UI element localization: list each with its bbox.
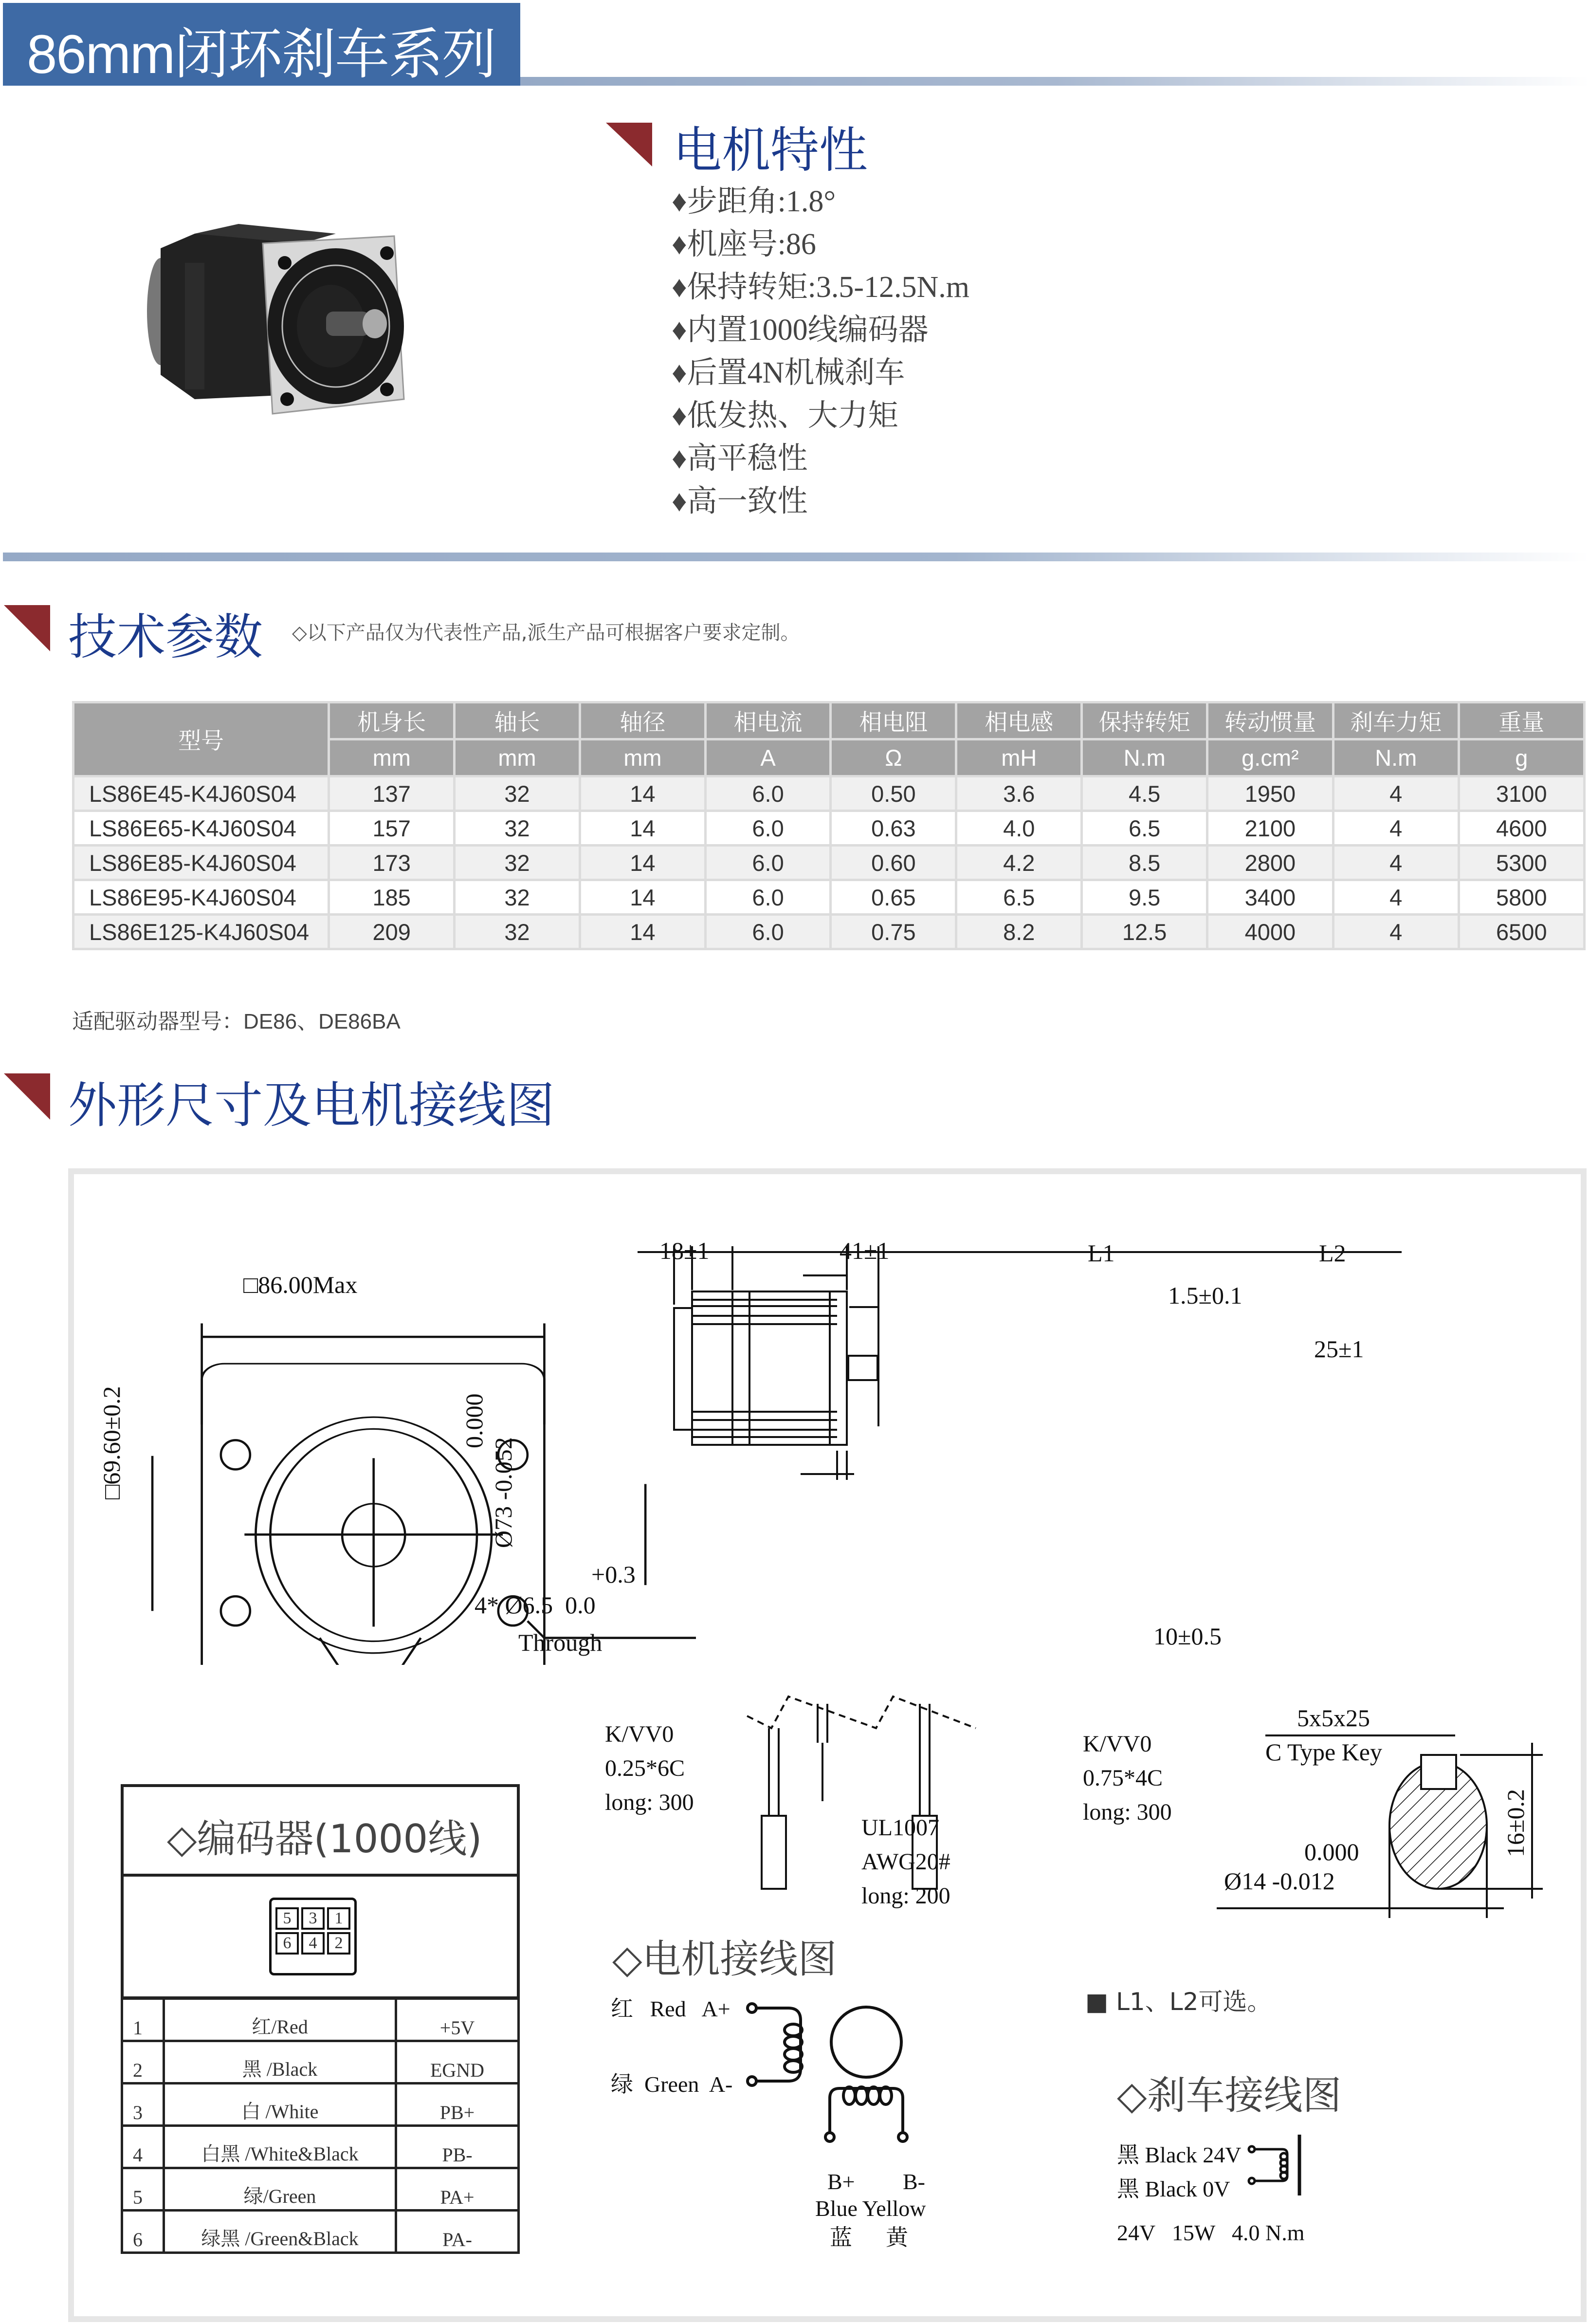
motor-wiring-title: ◇电机接线图 (612, 1937, 837, 1982)
dim-l1: L1 (1088, 1239, 1115, 1267)
wire-b-plus: B+ (827, 2169, 855, 2194)
col-unit: g (1459, 739, 1584, 776)
motor-coil-diagram (745, 1972, 949, 2147)
dim-pilot: Ø73 -0.052 (490, 1437, 517, 1548)
key-size: 5x5x25 (1297, 1704, 1370, 1732)
dim-brake-len: 41±1 (840, 1237, 890, 1264)
dim-l2: L2 (1319, 1239, 1346, 1267)
header-gradient-bar (520, 77, 1589, 86)
table-row: 6 绿黑 /Green&Black PA- (122, 2211, 519, 2253)
section-marker-icon (606, 123, 652, 166)
col-header: 保持转矩 (1082, 702, 1207, 739)
shaft-dia: Ø14 -0.012 (1224, 1867, 1335, 1895)
cable-label-brake: UL1007 AWG20# long: 200 (861, 1815, 950, 1909)
feature-item: ♦高平稳性 (672, 442, 808, 475)
wire-a-minus: 绿 Green A- (611, 2072, 733, 2097)
col-header: 机身长 (329, 702, 455, 739)
key-height: 16±0.2 (1502, 1789, 1529, 1857)
feature-item: ♦低发热、大力矩 (672, 399, 898, 432)
wire-a-plus: 红 Red A+ (611, 1996, 731, 2021)
section-marker-icon (4, 1073, 50, 1120)
wire-b-minus: B- (903, 2169, 925, 2194)
col-header: 相电阻 (831, 702, 956, 739)
shaft-dia-tol: 0.000 (1304, 1838, 1359, 1865)
dim-shaft-key: 25±1 (1314, 1335, 1364, 1363)
col-header: 轴径 (580, 702, 705, 739)
dim-hole-tol: +0.3 (591, 1561, 636, 1588)
encoder-title: ◇编码器(1000线) (167, 1816, 482, 1862)
col-header: 轴长 (455, 702, 580, 739)
col-header-model: 型号 (73, 702, 329, 776)
specs-title: 技术参数 (68, 609, 263, 665)
cable-label-motor: K/VV0 0.75*4C long: 300 (1083, 1731, 1172, 1825)
encoder-panel (121, 1778, 520, 2250)
col-unit: mm (329, 739, 455, 776)
col-unit: Ω (831, 739, 956, 776)
feature-item: ♦机座号:86 (672, 228, 816, 261)
table-row: LS86E65-K4J60S04 157 32 14 6.0 0.63 4.0 6.5 2100 4 4600 (73, 811, 1585, 846)
col-unit: g.cm² (1207, 739, 1333, 776)
features-title: 电机特性 (673, 122, 868, 179)
dim-flange: 1.5±0.1 (1168, 1282, 1242, 1309)
col-unit: A (705, 739, 831, 776)
wire-b-colors: Blue Yellow (815, 2196, 926, 2221)
col-header: 刹车力矩 (1333, 702, 1459, 739)
col-unit: mH (956, 739, 1082, 776)
drawing-title: 外形尺寸及电机接线图 (68, 1077, 555, 1134)
table-row: LS86E85-K4J60S04 173 32 14 6.0 0.60 4.2 8.5 2800 4 5300 (73, 846, 1585, 880)
dim-hole-pitch: □69.60±0.2 (98, 1386, 125, 1499)
col-header: 重量 (1459, 702, 1584, 739)
col-unit: N.m (1333, 739, 1459, 776)
front-view-drawing (112, 1256, 696, 1665)
driver-note: 适配驱动器型号：DE86、DE86BA (72, 1010, 401, 1033)
col-unit: N.m (1082, 739, 1207, 776)
features-list (672, 180, 969, 523)
feature-item: ♦步距角:1.8° (672, 185, 836, 218)
brake-line-0v: 黑 Black 0V (1117, 2176, 1230, 2201)
section-marker-icon (4, 605, 50, 651)
cable-label-encoder: K/VV0 0.25*6C long: 300 (605, 1721, 694, 1815)
table-row: 4 白黑 /White&Black PB- (122, 2126, 519, 2168)
motor-photo (141, 214, 419, 448)
dim-through: Through (518, 1629, 603, 1656)
table-row: 2 黑 /Black EGND (122, 2041, 519, 2084)
dim-width: □86.00Max (243, 1271, 358, 1298)
side-view-drawing (633, 1227, 1411, 1665)
dim-encoder-len: 18±1 (659, 1237, 710, 1264)
section-divider (3, 553, 1589, 561)
page-title: 86mm闭环刹车系列 (27, 24, 496, 85)
brake-line-24v: 黑 Black 24V (1117, 2142, 1242, 2167)
col-header: 相电流 (705, 702, 831, 739)
feature-item: ♦高一致性 (672, 485, 808, 518)
feature-item: ♦后置4N机械刹车 (672, 356, 905, 389)
brake-coil-icon (1246, 2118, 1304, 2200)
spec-table (72, 701, 1586, 950)
feature-item: ♦内置1000线编码器 (672, 314, 929, 347)
key-type: C Type Key (1265, 1738, 1382, 1766)
table-row: LS86E95-K4J60S04 185 32 14 6.0 0.65 6.5 9.5 3400 4 5800 (73, 880, 1585, 915)
col-header: 转动惯量 (1207, 702, 1333, 739)
table-row: 5 绿/Green PA+ (122, 2168, 519, 2211)
brake-spec: 24V 15W 4.0 N.m (1117, 2220, 1305, 2245)
optional-note: ■ L1、L2可选。 (1085, 1988, 1272, 2016)
brake-wiring-title: ◇刹车接线图 (1117, 2073, 1342, 2118)
table-row: 3 白 /White PB+ (122, 2084, 519, 2126)
encoder-pin-table (121, 1997, 520, 2254)
col-header: 相电感 (956, 702, 1082, 739)
wire-b-colors-cn: 蓝 黄 (830, 2225, 908, 2250)
table-row: 1 红/Red +5V (122, 1999, 519, 2041)
dim-hole: 4* Ø6.5 0.0 (475, 1591, 596, 1619)
encoder-connector-icon: 5 3 1 6 4 2 (269, 1898, 357, 1975)
specs-note: ◇以下产品仅为代表性产品,派生产品可根据客户要求定制。 (292, 622, 800, 644)
col-unit: mm (455, 739, 580, 776)
col-unit: mm (580, 739, 705, 776)
dim-bottom: 10±0.5 (1153, 1623, 1222, 1650)
table-row: LS86E125-K4J60S04 209 32 14 6.0 0.75 8.2 12.5 4000 4 6500 (73, 915, 1585, 949)
table-row: LS86E45-K4J60S04 137 32 14 6.0 0.50 3.6 4.5 1950 4 3100 (73, 776, 1585, 811)
dim-pilot-tol: 0.000 (460, 1393, 488, 1448)
feature-item: ♦保持转矩:3.5-12.5N.m (672, 271, 970, 304)
